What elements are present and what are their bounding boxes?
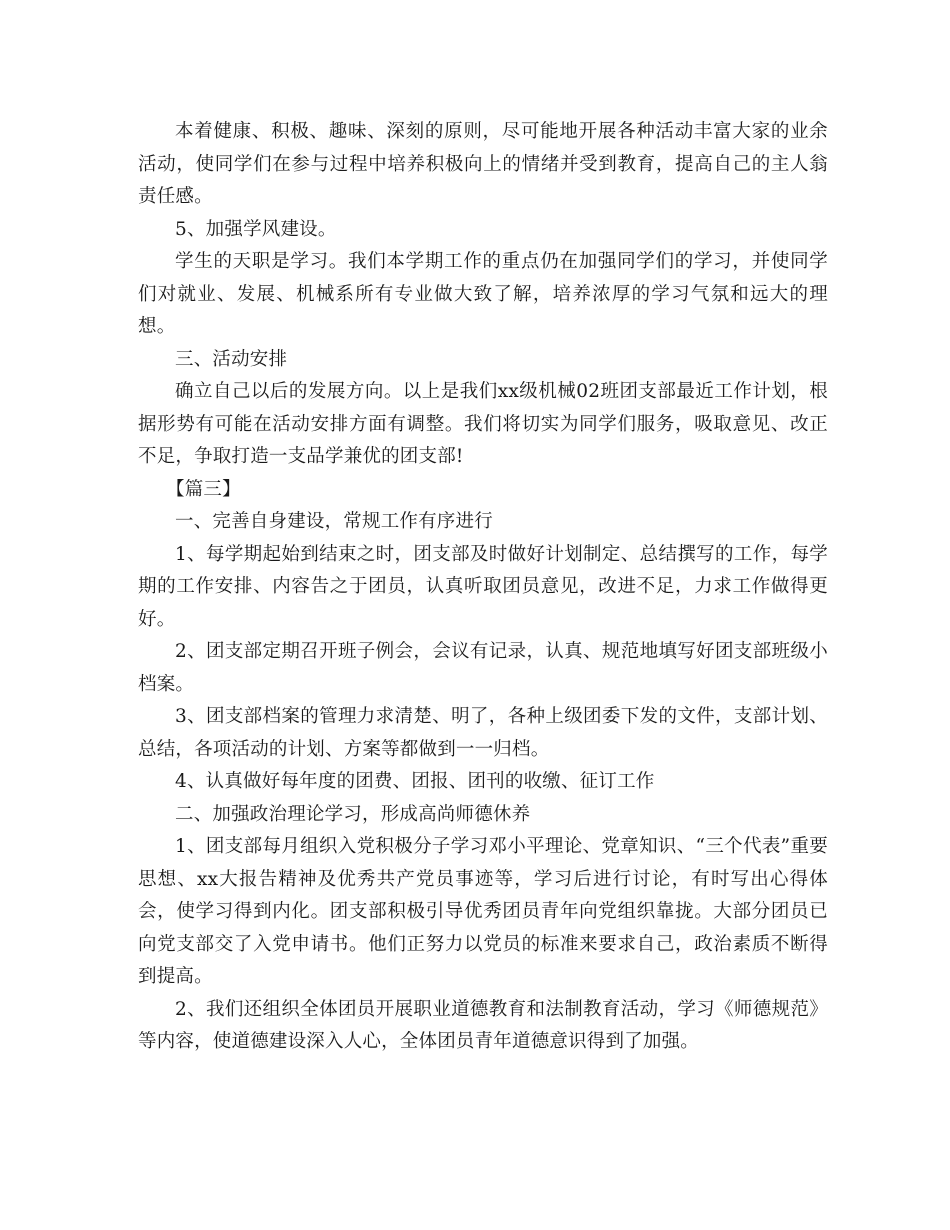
paragraph-study-style: 学生的天职是学习。我们本学期工作的重点仍在加强同学们的学习，并使同学们对就业、发展、机械系所有专业做大致了解，培养浓厚的学习气氛和远大的理想。 [138, 251, 828, 337]
paragraph-political-theory-heading: 二、加强政治理论学习，形成高尚师德休养 [175, 803, 531, 825]
section-title-part-three: 【篇三】 [166, 478, 241, 500]
paragraph-item-4-fees: 4、认真做好每年度的团费、团报、团刊的收缴、征订工作 [175, 771, 655, 792]
paragraph-development-direction: 确立自己以后的发展方向。以上是我们xx级机械02班团支部最近工作计划，根据形势有可能在活动安排方面有调整。我们将切实为同学们服务，吸取意见、改正不足，争取打造一支品学兼优的团支部! [138, 381, 828, 467]
paragraph-activities-principle: 本着健康、积极、趣味、深刻的原则，尽可能地开展各种活动丰富大家的业余活动，使同学们在参与过程中培养积极向上的情绪并受到教育，提高自己的主人翁责任感。 [138, 121, 828, 207]
paragraph-item-1-planning: 1、每学期起始到结束之时，团支部及时做好计划制定、总结撰写的工作，每学期的工作安排、内容告之于团员，认真听取团员意见，改进不足，力求工作做得更好。 [138, 543, 828, 630]
paragraph-activity-arrangement-heading: 三、活动安排 [175, 348, 288, 370]
paragraph-self-construction-heading: 一、完善自身建设，常规工作有序进行 [175, 511, 493, 532]
paragraph-political-item-1: 1、团支部每月组织入党积极分子学习邓小平理论、党章知识、“三个代表”重要思想、xx大报告精神及优秀共产党员事迹等，学习后进行讨论，有时写出心得体会，使学习得到内化。团支部积极引导优秀团员青年向党组织靠拢。大部分团员已向党支部交了入党申请书。他们正努力以党员的标准来要求自己，政治素质不断得到提高。 [138, 836, 828, 987]
paragraph-item-2-meetings: 2、团支部定期召开班子例会，会议有记录，认真、规范地填写好团支部班级小档案。 [138, 641, 828, 695]
paragraph-study-style-heading: 5、加强学风建设。 [175, 218, 337, 240]
document-page [138, 116, 828, 1059]
paragraph-item-3-archives: 3、团支部档案的管理力求清楚、明了，各种上级团委下发的文件，支部计划、总结，各项活动的计划、方案等都做到一一归档。 [138, 706, 828, 760]
paragraph-political-item-2: 2、我们还组织全体团员开展职业道德教育和法制教育活动，学习《师德规范》等内容，使道德建设深入人心，全体团员青年道德意识得到了加强。 [138, 998, 828, 1052]
